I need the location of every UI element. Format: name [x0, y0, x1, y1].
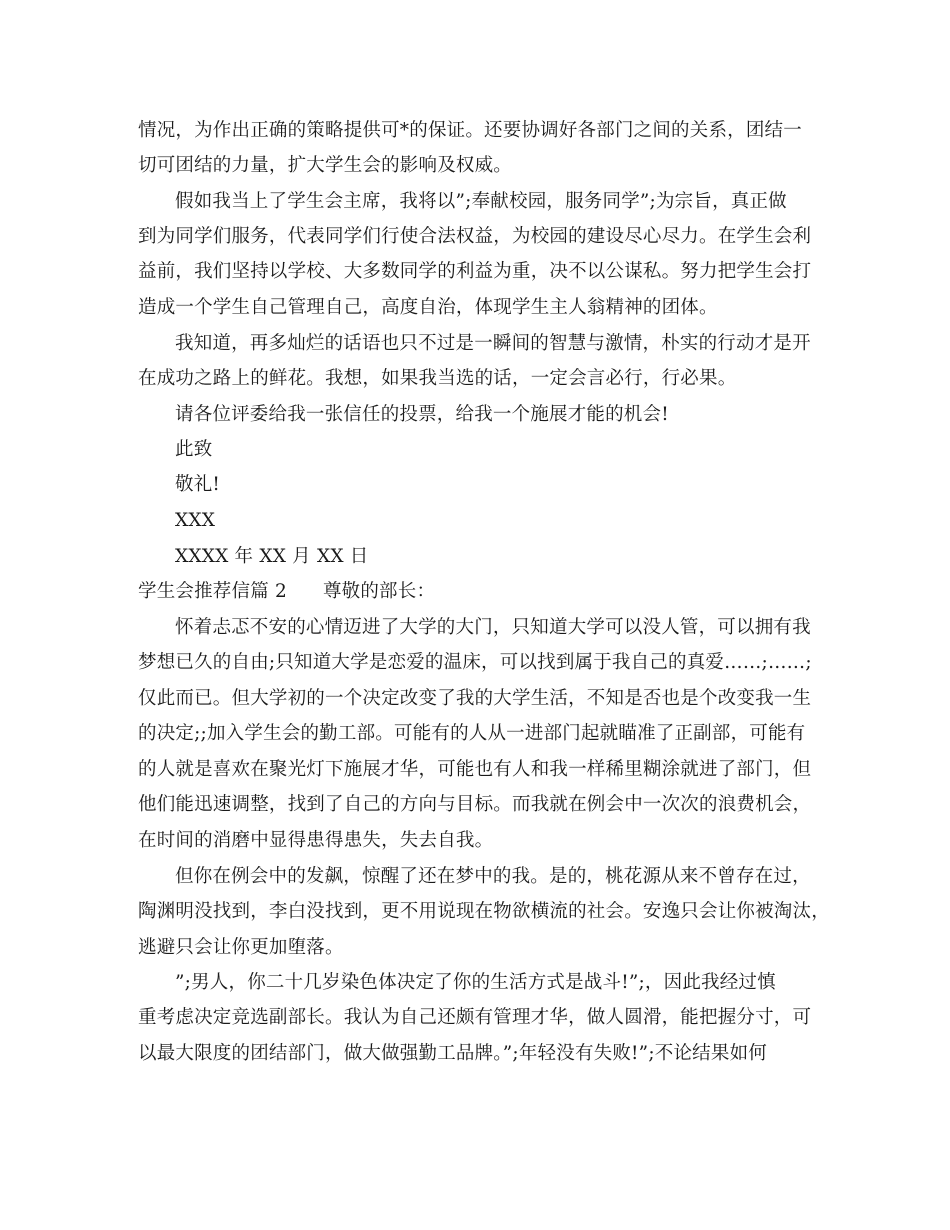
text-line: 假如我当上了学生会主席，我将以”;奉献校园，服务同学”;为宗旨，真正做	[175, 191, 787, 212]
text-line: 到为同学们服务，代表同学们行使合法权益，为校园的建设尽心尽力。在学生会利	[138, 226, 812, 247]
text-line: 的人就是喜欢在聚光灯下施展才华，可能也有人和我一样稀里糊涂就进了部门，但	[138, 759, 812, 780]
text-line: 仅此而已。但大学初的一个决定改变了我的大学生活，不知是否也是个改变我一生	[138, 688, 812, 709]
text-line: 重考虑决定竞选副部长。我认为自己还颇有管理才华，做人圆滑，能把握分寸，可	[138, 1007, 812, 1028]
text-line: 梦想已久的自由;只知道大学是恋爱的温床，可以找到属于我自己的真爱……;……;	[138, 652, 812, 673]
signature-date: XXXX 年 XX 月 XX 日	[175, 546, 369, 567]
text-line: 陶渊明没找到，李白没找到，更不用说现在物欲横流的社会。安逸只会让你被淘汰，	[138, 901, 830, 922]
text-line: 造成一个学生自己管理自己，高度自治，体现学生主人翁精神的团体。	[138, 297, 718, 318]
text-line: 情况，为作出正确的策略提供可*的保证。还要协调好各部门之间的关系，团结一	[138, 120, 802, 141]
section-title: 学生会推荐信篇 2	[138, 581, 287, 602]
text-line: 切可团结的力量，扩大学生会的影响及权威。	[138, 155, 513, 176]
text-line: ”;男人，你二十几岁染色体决定了你的生活方式是战斗!”;，因此我经过慎	[175, 972, 776, 993]
closing-regards: 敬礼!	[175, 474, 221, 495]
text-line: 怀着忐忑不安的心情迈进了大学的大门，只知道大学可以没人管，可以拥有我	[175, 617, 811, 638]
text-line: 他们能迅速调整，找到了自己的方向与目标。而我就在例会中一次次的浪费机会，	[138, 794, 812, 815]
closing-salutation: 此致	[175, 439, 213, 460]
text-line: 在成功之路上的鲜花。我想，如果我当选的话，一定会言必行，行必果。	[138, 368, 737, 389]
text-line: 请各位评委给我一张信任的投票，给我一个施展才能的机会!	[175, 404, 669, 425]
text-line: 的决定;;加入学生会的勤工部。可能有的人从一进部门起就瞄准了正副部，可能有	[138, 723, 806, 744]
greeting: 尊敬的部长：	[322, 581, 436, 602]
text-line: 逃避只会让你更加堕落。	[138, 937, 344, 958]
text-line: 但你在例会中的发飙，惊醒了还在梦中的我。是的，桃花源从来不曾存在过，	[175, 866, 811, 887]
text-line: 益前，我们坚持以学校、大多数同学的利益为重，决不以公谋私。努力把学生会打	[138, 261, 812, 282]
text-line: 我知道，再多灿烂的话语也只不过是一瞬间的智慧与激情，朴实的行动才是开	[175, 333, 811, 354]
signature-name: XXX	[175, 510, 216, 531]
text-line: 以最大限度的团结部门，做大做强勤工品牌。”;年轻没有失败!”;不论结果如何	[138, 1043, 767, 1064]
text-line: 在时间的消磨中显得患得患失，失去自我。	[138, 830, 494, 851]
section-heading-line	[138, 580, 435, 604]
